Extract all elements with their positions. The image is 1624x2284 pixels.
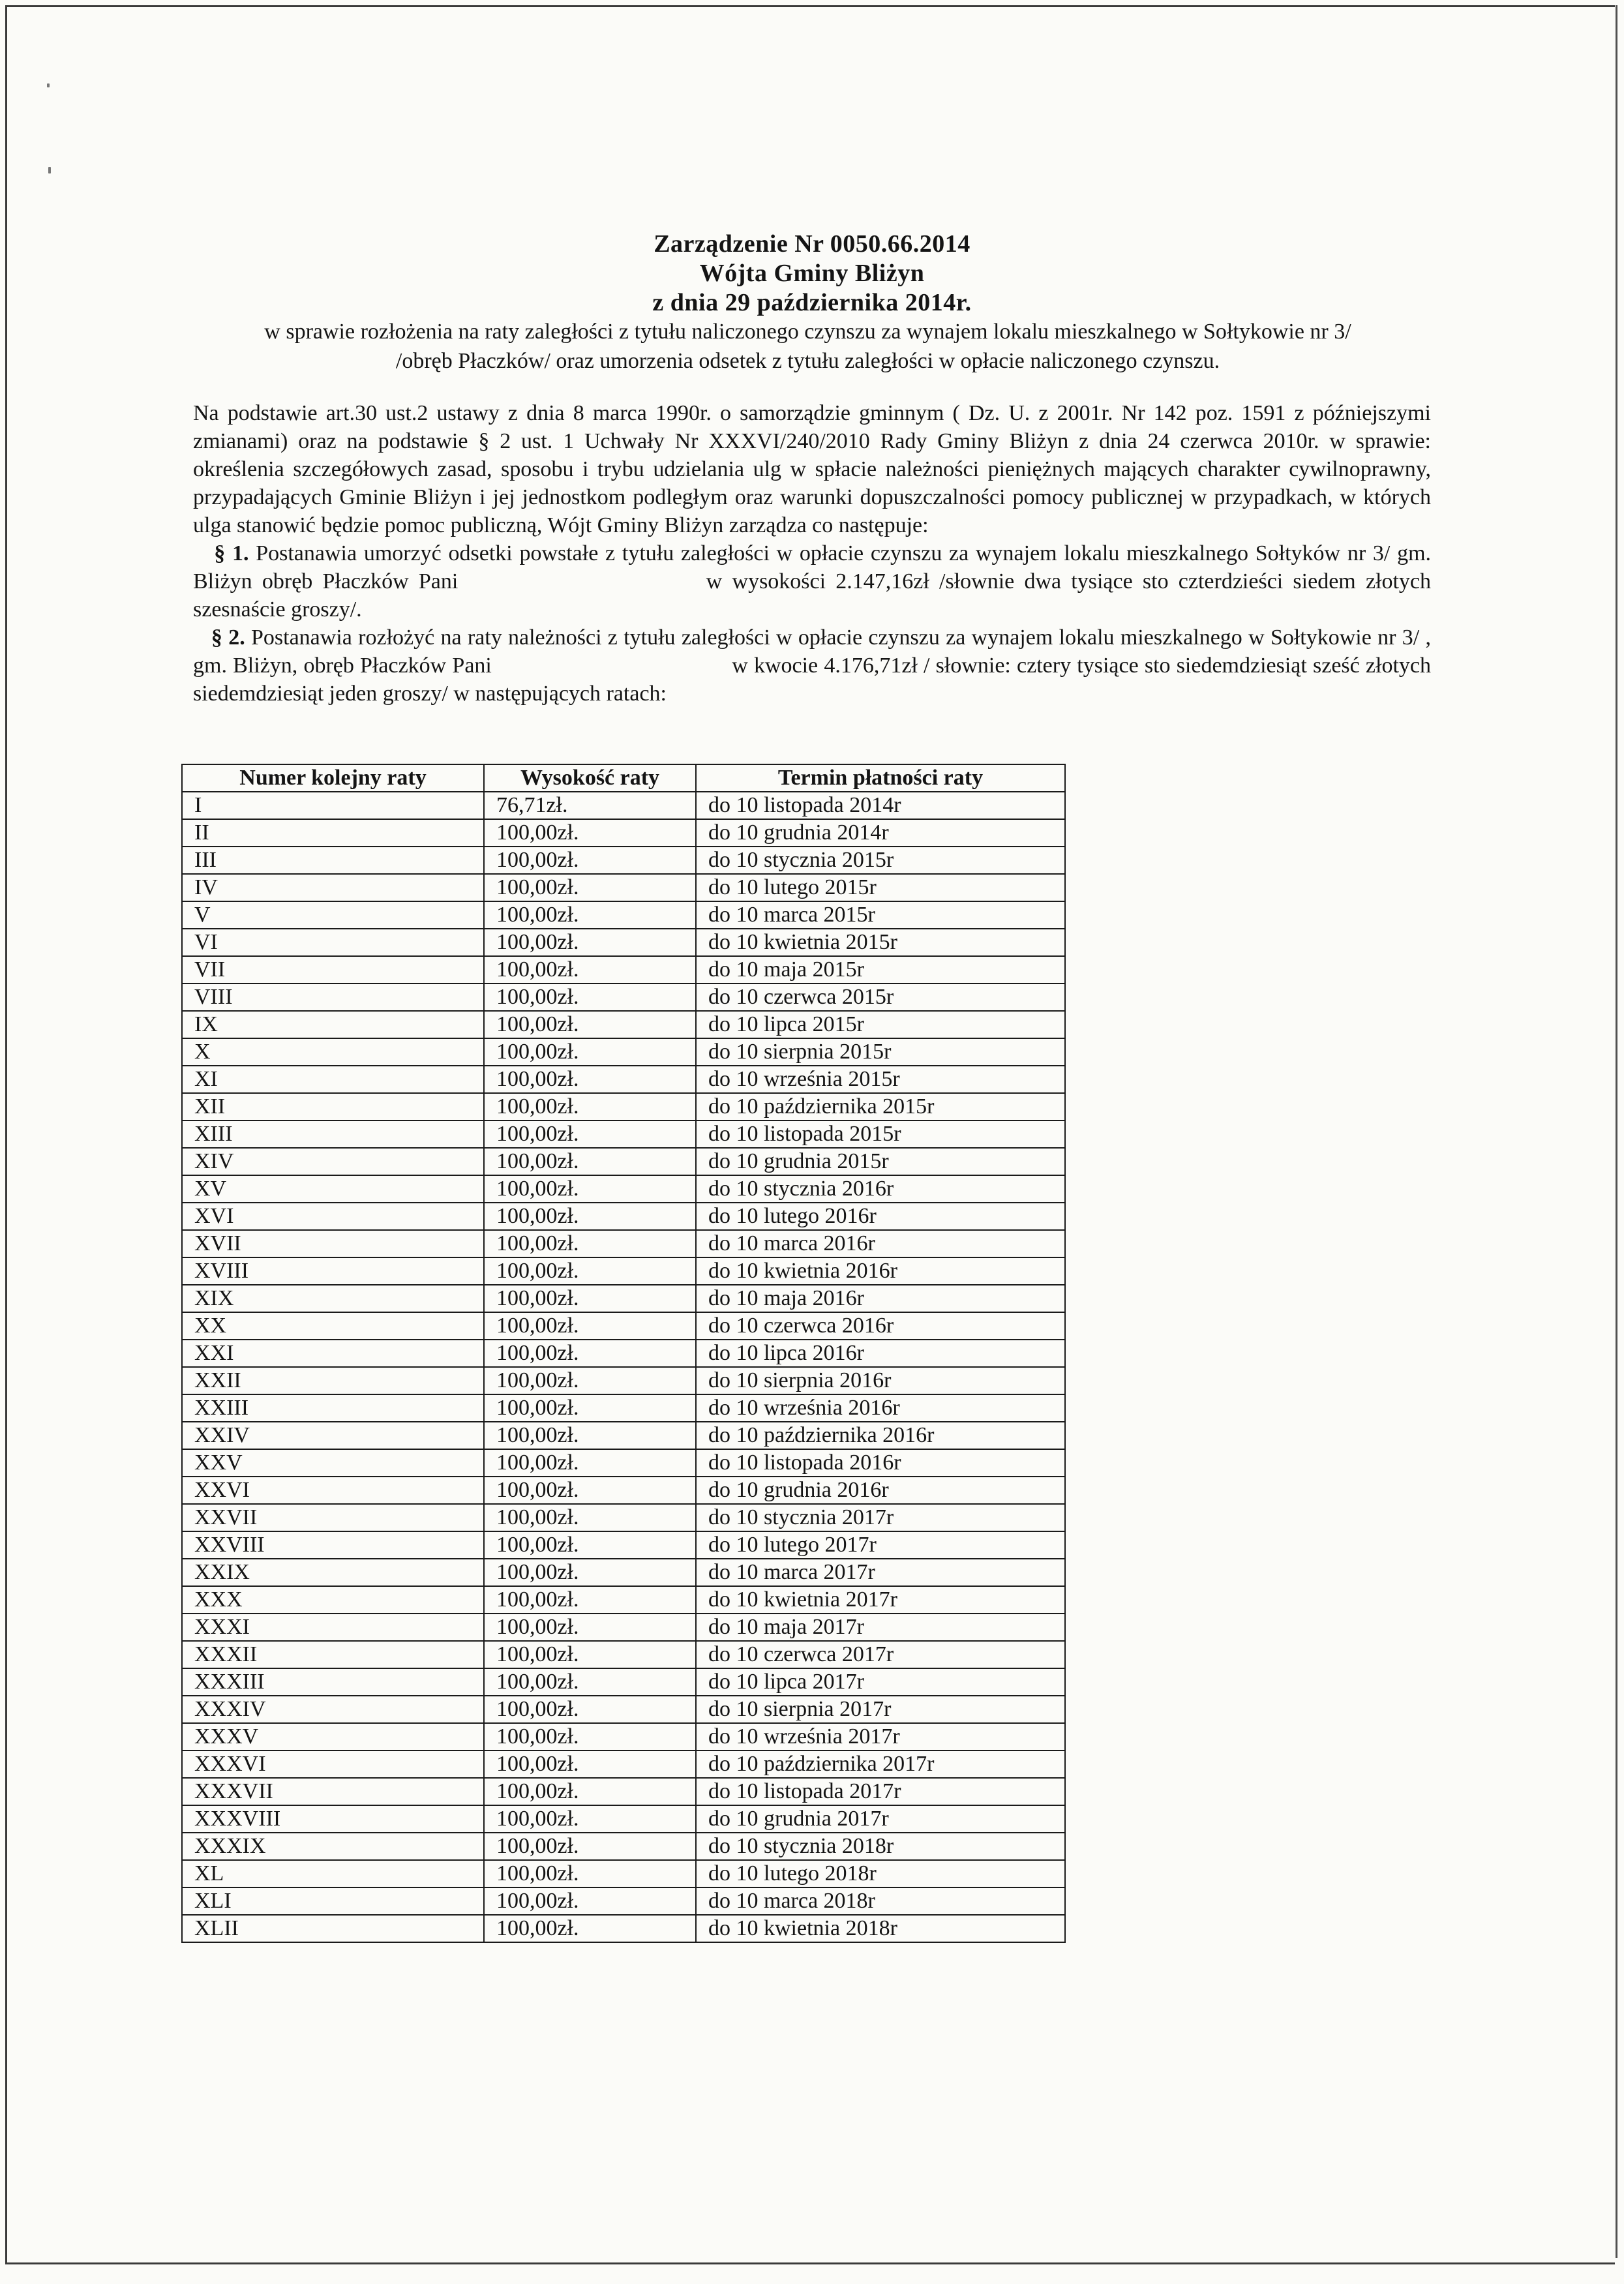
- installment-due-date: do 10 czerwca 2017r: [696, 1641, 1065, 1668]
- installment-due-date: do 10 marca 2018r: [696, 1887, 1065, 1915]
- installments-table-body: [182, 792, 1065, 1942]
- table-row: [182, 1285, 1065, 1312]
- scan-speck: [47, 83, 50, 87]
- scan-edge-left: [5, 5, 7, 2264]
- installment-amount: 100,00zł.: [484, 1531, 696, 1559]
- table-row: [182, 1778, 1065, 1805]
- installment-amount: 100,00zł.: [484, 1340, 696, 1367]
- installment-number: VII: [182, 956, 484, 984]
- installment-amount: 100,00zł.: [484, 1093, 696, 1120]
- installment-number: VIII: [182, 984, 484, 1011]
- installment-amount: 100,00zł.: [484, 1860, 696, 1887]
- scan-edge-top: [7, 5, 1615, 7]
- section-1-paragraph: [193, 539, 1431, 624]
- installment-number: XXXV: [182, 1723, 484, 1751]
- installment-amount: 100,00zł.: [484, 901, 696, 929]
- installment-due-date: do 10 lipca 2015r: [696, 1011, 1065, 1038]
- installment-number: X: [182, 1038, 484, 1066]
- installment-amount: 100,00zł.: [484, 1778, 696, 1805]
- table-header-row: [182, 764, 1065, 792]
- installment-number: XXXIII: [182, 1668, 484, 1696]
- installment-amount: 100,00zł.: [484, 1449, 696, 1477]
- installment-number: XV: [182, 1175, 484, 1203]
- table-row: [182, 901, 1065, 929]
- installment-number: XIV: [182, 1148, 484, 1175]
- installment-due-date: do 10 kwietnia 2016r: [696, 1257, 1065, 1285]
- section-2-text: Postanawia rozłożyć na raty należności z tytułu zaległości w opłacie czynszu za wynajem lokalu mieszkalnego w Sołtykowie nr 3/ , gm. Bliżyn, obręb Płaczków Pani: [193, 625, 1431, 678]
- table-row: [182, 956, 1065, 984]
- table-row: [182, 1066, 1065, 1093]
- table-row: [182, 1860, 1065, 1887]
- installment-amount: 100,00zł.: [484, 1586, 696, 1614]
- table-row: [182, 1449, 1065, 1477]
- table-row: [182, 1422, 1065, 1449]
- document-title: Zarządzenie Nr 0050.66.2014: [654, 230, 970, 258]
- table-row: [182, 1915, 1065, 1942]
- table-row: [182, 874, 1065, 901]
- installment-amount: 100,00zł.: [484, 1477, 696, 1504]
- installment-amount: 100,00zł.: [484, 1422, 696, 1449]
- table-row: [182, 1120, 1065, 1148]
- installment-due-date: do 10 sierpnia 2017r: [696, 1696, 1065, 1723]
- table-row: [182, 1531, 1065, 1559]
- installment-due-date: do 10 czerwca 2016r: [696, 1312, 1065, 1340]
- table-row: [182, 984, 1065, 1011]
- installment-amount: 100,00zł.: [484, 1668, 696, 1696]
- column-header-amount: Wysokość raty: [484, 764, 696, 792]
- installment-due-date: do 10 stycznia 2018r: [696, 1833, 1065, 1860]
- document-issuer: Wójta Gminy Bliżyn: [699, 260, 925, 287]
- installment-amount: 100,00zł.: [484, 1203, 696, 1230]
- installment-number: XXXIX: [182, 1833, 484, 1860]
- installment-number: XXX: [182, 1586, 484, 1614]
- legal-basis-paragraph: Na podstawie art.30 ust.2 ustawy z dnia 8 marca 1990r. o samorządzie gminnym ( Dz. U. z 2001r. Nr 142 poz. 1591 z późniejszymi zmianami) oraz na podstawie § 2 ust. 1 Uchwały Nr XXXVI/240/2010 Rady Gminy Bliżyn z dnia 24 czerwca 2010r. w sprawie: określenia szczegółowych zasad, sposobu i trybu udzielania ulg w spłacie należności pieniężnych mających charakter cywilnoprawny, przypadających Gminie Bliżyn i jej jednostkom podległym oraz warunki dopuszczalności pomocy publicznej w przypadkach, w których ulga stanowić będzie pomoc publiczną, Wójt Gminy Bliżyn zarządza co następuje:: [193, 401, 1431, 537]
- table-row: [182, 1038, 1065, 1066]
- column-header-number: Numer kolejny raty: [182, 764, 484, 792]
- installment-amount: 100,00zł.: [484, 1559, 696, 1586]
- installment-amount: 100,00zł.: [484, 1504, 696, 1531]
- installment-amount: 100,00zł.: [484, 929, 696, 956]
- document-body: [193, 399, 1431, 708]
- installment-number: I: [182, 792, 484, 819]
- installment-number: II: [182, 819, 484, 847]
- installment-due-date: do 10 listopada 2014r: [696, 792, 1065, 819]
- installment-amount: 100,00zł.: [484, 1696, 696, 1723]
- installment-due-date: do 10 lutego 2016r: [696, 1203, 1065, 1230]
- document-header: [0, 230, 1624, 318]
- installment-amount: 100,00zł.: [484, 1257, 696, 1285]
- installment-number: XLII: [182, 1915, 484, 1942]
- table-row: [182, 1175, 1065, 1203]
- installment-amount: 100,00zł.: [484, 1066, 696, 1093]
- installment-due-date: do 10 sierpnia 2015r: [696, 1038, 1065, 1066]
- installment-amount: 100,00zł.: [484, 1011, 696, 1038]
- installment-number: XIII: [182, 1120, 484, 1148]
- installment-due-date: do 10 listopada 2017r: [696, 1778, 1065, 1805]
- table-row: [182, 1093, 1065, 1120]
- table-row: [182, 1614, 1065, 1641]
- table-row: [182, 1723, 1065, 1751]
- installment-number: XXIV: [182, 1422, 484, 1449]
- redacted-name: [468, 573, 697, 593]
- section-1-amount-text: w wysokości 2.147,16zł /słownie dwa tysiące sto czterdzieści siedem złotych szesnaście groszy/.: [193, 569, 1432, 622]
- scan-edge-right: [1616, 5, 1617, 2258]
- installment-number: XX: [182, 1312, 484, 1340]
- installment-number: IX: [182, 1011, 484, 1038]
- installment-due-date: do 10 października 2016r: [696, 1422, 1065, 1449]
- installment-due-date: do 10 lutego 2017r: [696, 1531, 1065, 1559]
- installment-amount: 100,00zł.: [484, 1915, 696, 1942]
- table-row: [182, 1340, 1065, 1367]
- installment-amount: 100,00zł.: [484, 1614, 696, 1641]
- table-row: [182, 1559, 1065, 1586]
- table-row: [182, 1805, 1065, 1833]
- installment-due-date: do 10 września 2015r: [696, 1066, 1065, 1093]
- installment-due-date: do 10 marca 2017r: [696, 1559, 1065, 1586]
- installment-number: XI: [182, 1066, 484, 1093]
- installment-due-date: do 10 maja 2015r: [696, 956, 1065, 984]
- installment-amount: 100,00zł.: [484, 1394, 696, 1422]
- table-row: [182, 819, 1065, 847]
- installment-number: XXIII: [182, 1394, 484, 1422]
- subject-line: /obręb Płaczków/ oraz umorzenia odsetek z tytułu zaległości w opłacie naliczonego czynszu.: [395, 349, 1220, 373]
- document-date: z dnia 29 października 2014r.: [652, 289, 972, 316]
- table-row: [182, 847, 1065, 874]
- table-row: [182, 1011, 1065, 1038]
- installment-amount: 100,00zł.: [484, 1723, 696, 1751]
- installment-number: XXXII: [182, 1641, 484, 1668]
- installment-due-date: do 10 kwietnia 2017r: [696, 1586, 1065, 1614]
- installment-number: IV: [182, 874, 484, 901]
- installment-number: XXXVIII: [182, 1805, 484, 1833]
- redacted-name: [498, 657, 726, 677]
- installments-table: [181, 764, 1066, 1943]
- installment-due-date: do 10 września 2016r: [696, 1394, 1065, 1422]
- installment-number: XII: [182, 1093, 484, 1120]
- installment-amount: 100,00zł.: [484, 956, 696, 984]
- installment-number: XXVIII: [182, 1531, 484, 1559]
- installment-amount: 100,00zł.: [484, 1148, 696, 1175]
- installment-due-date: do 10 czerwca 2015r: [696, 984, 1065, 1011]
- section-2-label: § 2.: [211, 625, 245, 650]
- section-1-label: § 1.: [214, 541, 249, 565]
- installment-amount: 100,00zł.: [484, 1038, 696, 1066]
- installment-due-date: do 10 kwietnia 2015r: [696, 929, 1065, 956]
- scan-edge-bottom: [7, 2262, 1615, 2264]
- document-subject: [187, 317, 1429, 376]
- installment-due-date: do 10 maja 2016r: [696, 1285, 1065, 1312]
- installment-number: XIX: [182, 1285, 484, 1312]
- installment-number: VI: [182, 929, 484, 956]
- installment-number: XXIX: [182, 1559, 484, 1586]
- installment-due-date: do 10 grudnia 2015r: [696, 1148, 1065, 1175]
- table-row: [182, 1203, 1065, 1230]
- installment-due-date: do 10 lipca 2017r: [696, 1668, 1065, 1696]
- installment-amount: 100,00zł.: [484, 1833, 696, 1860]
- installment-due-date: do 10 listopada 2016r: [696, 1449, 1065, 1477]
- installment-amount: 100,00zł.: [484, 1367, 696, 1394]
- installment-amount: 100,00zł.: [484, 1230, 696, 1257]
- installment-due-date: do 10 grudnia 2017r: [696, 1805, 1065, 1833]
- installment-number: XVIII: [182, 1257, 484, 1285]
- installment-number: XXI: [182, 1340, 484, 1367]
- installment-number: III: [182, 847, 484, 874]
- installment-due-date: do 10 grudnia 2016r: [696, 1477, 1065, 1504]
- installment-due-date: do 10 stycznia 2015r: [696, 847, 1065, 874]
- table-row: [182, 792, 1065, 819]
- installment-due-date: do 10 października 2015r: [696, 1093, 1065, 1120]
- installment-number: XXXVI: [182, 1751, 484, 1778]
- table-row: [182, 1477, 1065, 1504]
- table-row: [182, 929, 1065, 956]
- installment-amount: 100,00zł.: [484, 1312, 696, 1340]
- subject-line: w sprawie rozłożenia na raty zaległości z tytułu naliczonego czynszu za wynajem lokalu mieszkalnego w Sołtykowie nr 3/: [264, 320, 1351, 344]
- installment-amount: 76,71zł.: [484, 792, 696, 819]
- section-1-text: Postanawia umorzyć odsetki powstałe z tytułu zaległości w opłacie czynszu za wynajem lokalu mieszkalnego Sołtyków nr 3/ gm. Bliżyn obręb Płaczków Pani: [193, 541, 1432, 594]
- installment-number: XXV: [182, 1449, 484, 1477]
- table-row: [182, 1148, 1065, 1175]
- installment-due-date: do 10 października 2017r: [696, 1751, 1065, 1778]
- installment-number: XVI: [182, 1203, 484, 1230]
- installment-due-date: do 10 stycznia 2017r: [696, 1504, 1065, 1531]
- installment-amount: 100,00zł.: [484, 1285, 696, 1312]
- table-row: [182, 1504, 1065, 1531]
- table-row: [182, 1641, 1065, 1668]
- table-row: [182, 1394, 1065, 1422]
- installment-due-date: do 10 stycznia 2016r: [696, 1175, 1065, 1203]
- scan-speck: [48, 167, 51, 173]
- installment-number: XL: [182, 1860, 484, 1887]
- installment-number: XXII: [182, 1367, 484, 1394]
- installment-due-date: do 10 sierpnia 2016r: [696, 1367, 1065, 1394]
- installment-due-date: do 10 lutego 2015r: [696, 874, 1065, 901]
- installment-amount: 100,00zł.: [484, 1120, 696, 1148]
- installment-due-date: do 10 maja 2017r: [696, 1614, 1065, 1641]
- installment-amount: 100,00zł.: [484, 1805, 696, 1833]
- installment-amount: 100,00zł.: [484, 984, 696, 1011]
- installment-due-date: do 10 lipca 2016r: [696, 1340, 1065, 1367]
- table-row: [182, 1367, 1065, 1394]
- installment-amount: 100,00zł.: [484, 1175, 696, 1203]
- installment-amount: 100,00zł.: [484, 1641, 696, 1668]
- installment-due-date: do 10 lutego 2018r: [696, 1860, 1065, 1887]
- installment-due-date: do 10 września 2017r: [696, 1723, 1065, 1751]
- installment-number: XXVII: [182, 1504, 484, 1531]
- installment-due-date: do 10 grudnia 2014r: [696, 819, 1065, 847]
- installment-number: XXXIV: [182, 1696, 484, 1723]
- installment-amount: 100,00zł.: [484, 1887, 696, 1915]
- table-row: [182, 1751, 1065, 1778]
- section-2-amount-text: w kwocie 4.176,71zł / słownie: cztery tysiące sto siedemdziesiąt sześć złotych siedemdziesiąt jeden groszy/ w następujących ratach:: [193, 654, 1432, 706]
- table-row: [182, 1312, 1065, 1340]
- section-2-paragraph: [193, 624, 1431, 708]
- installment-number: XXVI: [182, 1477, 484, 1504]
- table-row: [182, 1230, 1065, 1257]
- table-row: [182, 1586, 1065, 1614]
- table-row: [182, 1833, 1065, 1860]
- installment-amount: 100,00zł.: [484, 1751, 696, 1778]
- table-row: [182, 1668, 1065, 1696]
- installment-due-date: do 10 kwietnia 2018r: [696, 1915, 1065, 1942]
- installment-number: XXXI: [182, 1614, 484, 1641]
- installment-number: XLI: [182, 1887, 484, 1915]
- installment-number: XVII: [182, 1230, 484, 1257]
- table-row: [182, 1257, 1065, 1285]
- table-row: [182, 1696, 1065, 1723]
- installment-due-date: do 10 marca 2016r: [696, 1230, 1065, 1257]
- installment-amount: 100,00zł.: [484, 847, 696, 874]
- table-row: [182, 1887, 1065, 1915]
- installment-amount: 100,00zł.: [484, 874, 696, 901]
- column-header-due-date: Termin płatności raty: [696, 764, 1065, 792]
- installment-amount: 100,00zł.: [484, 819, 696, 847]
- installment-number: V: [182, 901, 484, 929]
- installment-due-date: do 10 marca 2015r: [696, 901, 1065, 929]
- installment-number: XXXVII: [182, 1778, 484, 1805]
- installment-due-date: do 10 listopada 2015r: [696, 1120, 1065, 1148]
